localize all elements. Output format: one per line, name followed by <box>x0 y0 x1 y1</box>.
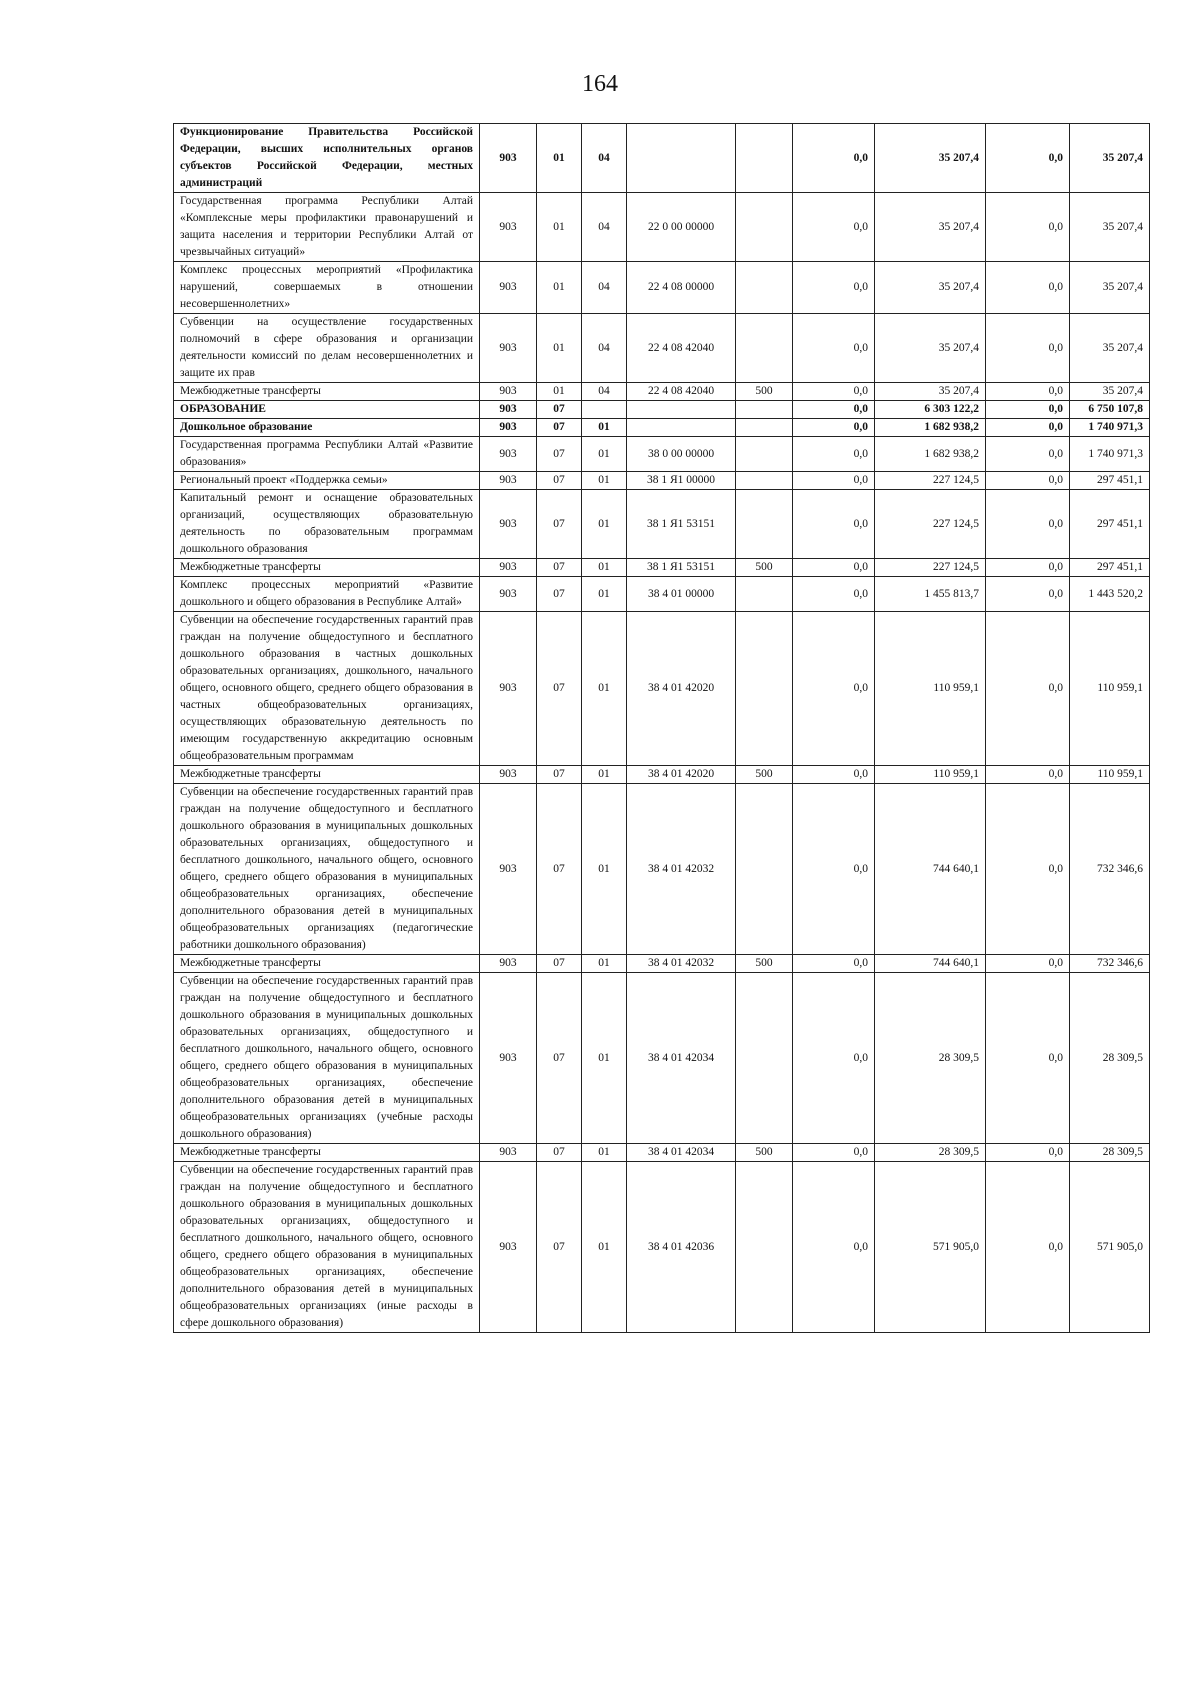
subsection-code: 01 <box>582 766 627 784</box>
amount-4: 732 346,6 <box>1070 955 1150 973</box>
subsection-code: 01 <box>582 1144 627 1162</box>
table-row <box>174 577 1150 612</box>
amount-1: 0,0 <box>793 577 875 612</box>
amount-4: 35 207,4 <box>1070 383 1150 401</box>
ved-code: 903 <box>480 490 537 559</box>
row-name: Функционирование Правительства Российской Федерации, высших исполнительных органов субъектов Российской Федерации, местных администраций <box>174 124 480 193</box>
amount-1: 0,0 <box>793 472 875 490</box>
amount-3: 0,0 <box>986 559 1070 577</box>
table-row <box>174 1144 1150 1162</box>
amount-4: 28 309,5 <box>1070 973 1150 1144</box>
ved-code: 903 <box>480 577 537 612</box>
table-row <box>174 955 1150 973</box>
target-article-code: 38 4 01 00000 <box>627 577 736 612</box>
amount-3: 0,0 <box>986 262 1070 314</box>
section-code: 07 <box>537 784 582 955</box>
section-code: 07 <box>537 612 582 766</box>
expense-type-code: 500 <box>736 383 793 401</box>
subsection-code: 01 <box>582 577 627 612</box>
amount-1: 0,0 <box>793 490 875 559</box>
amount-4: 35 207,4 <box>1070 124 1150 193</box>
amount-1: 0,0 <box>793 1162 875 1333</box>
row-name: Государственная программа Республики Алтай «Развитие образования» <box>174 437 480 472</box>
amount-4: 1 740 971,3 <box>1070 419 1150 437</box>
amount-4: 35 207,4 <box>1070 262 1150 314</box>
row-name: Субвенции на обеспечение государственных гарантий прав граждан на получение общедоступного и бесплатного дошкольного образования в муниципальных дошкольных образовательных организациях, общедоступного и бесплатного дошкольного, начального общего, основного общего, среднего общего образования в муниципальных общеобразовательных организациях, обеспечение дополнительного образования детей в муниципальных общеобразовательных организациях (педагогические работники дошкольного образования) <box>174 784 480 955</box>
amount-3: 0,0 <box>986 419 1070 437</box>
row-name: Субвенции на осуществление государственных полномочий в сфере образования и организации деятельности комиссий по делам несовершеннолетних и защите их прав <box>174 314 480 383</box>
ved-code: 903 <box>480 193 537 262</box>
amount-1: 0,0 <box>793 314 875 383</box>
amount-1: 0,0 <box>793 124 875 193</box>
row-name: Межбюджетные трансферты <box>174 766 480 784</box>
ved-code: 903 <box>480 383 537 401</box>
expense-type-code <box>736 262 793 314</box>
ved-code: 903 <box>480 784 537 955</box>
ved-code: 903 <box>480 124 537 193</box>
ved-code: 903 <box>480 559 537 577</box>
amount-4: 110 959,1 <box>1070 766 1150 784</box>
row-name: Капитальный ремонт и оснащение образовательных организаций, осуществляющих образовательную деятельность по образовательным программам дошкольного образования <box>174 490 480 559</box>
amount-3: 0,0 <box>986 784 1070 955</box>
target-article-code: 38 4 01 42032 <box>627 784 736 955</box>
subsection-code: 04 <box>582 314 627 383</box>
table-row <box>174 437 1150 472</box>
page-number: 164 <box>582 71 618 97</box>
amount-4: 110 959,1 <box>1070 612 1150 766</box>
expense-type-code <box>736 124 793 193</box>
amount-2: 28 309,5 <box>875 973 986 1144</box>
table-row <box>174 472 1150 490</box>
amount-4: 297 451,1 <box>1070 490 1150 559</box>
target-article-code: 38 1 Я1 00000 <box>627 472 736 490</box>
row-name: ОБРАЗОВАНИЕ <box>174 401 480 419</box>
subsection-code: 04 <box>582 124 627 193</box>
row-name: Комплекс процессных мероприятий «Развитие дошкольного и общего образования в Республике Алтай» <box>174 577 480 612</box>
amount-2: 35 207,4 <box>875 193 986 262</box>
expense-type-code: 500 <box>736 559 793 577</box>
amount-4: 6 750 107,8 <box>1070 401 1150 419</box>
subsection-code: 01 <box>582 612 627 766</box>
row-name: Комплекс процессных мероприятий «Профилактика нарушений, совершаемых в отношении несовершеннолетних» <box>174 262 480 314</box>
amount-1: 0,0 <box>793 784 875 955</box>
section-code: 07 <box>537 1162 582 1333</box>
ved-code: 903 <box>480 262 537 314</box>
amount-2: 6 303 122,2 <box>875 401 986 419</box>
expense-type-code <box>736 437 793 472</box>
amount-1: 0,0 <box>793 1144 875 1162</box>
expense-type-code <box>736 419 793 437</box>
amount-1: 0,0 <box>793 419 875 437</box>
amount-1: 0,0 <box>793 612 875 766</box>
amount-3: 0,0 <box>986 437 1070 472</box>
amount-4: 297 451,1 <box>1070 559 1150 577</box>
ved-code: 903 <box>480 419 537 437</box>
amount-3: 0,0 <box>986 490 1070 559</box>
target-article-code: 22 4 08 42040 <box>627 383 736 401</box>
amount-2: 28 309,5 <box>875 1144 986 1162</box>
subsection-code <box>582 401 627 419</box>
ved-code: 903 <box>480 1162 537 1333</box>
section-code: 07 <box>537 437 582 472</box>
ved-code: 903 <box>480 1144 537 1162</box>
ved-code: 903 <box>480 973 537 1144</box>
amount-3: 0,0 <box>986 383 1070 401</box>
section-code: 01 <box>537 262 582 314</box>
subsection-code: 01 <box>582 419 627 437</box>
amount-2: 1 682 938,2 <box>875 419 986 437</box>
amount-2: 35 207,4 <box>875 262 986 314</box>
row-name: Дошкольное образование <box>174 419 480 437</box>
amount-3: 0,0 <box>986 577 1070 612</box>
table-row <box>174 314 1150 383</box>
expense-type-code <box>736 973 793 1144</box>
amount-2: 227 124,5 <box>875 472 986 490</box>
target-article-code: 38 4 01 42032 <box>627 955 736 973</box>
target-article-code: 38 4 01 42034 <box>627 1144 736 1162</box>
amount-2: 35 207,4 <box>875 124 986 193</box>
table-row <box>174 766 1150 784</box>
expense-type-code <box>736 314 793 383</box>
section-code: 07 <box>537 419 582 437</box>
amount-2: 227 124,5 <box>875 559 986 577</box>
table-row <box>174 784 1150 955</box>
section-code: 01 <box>537 383 582 401</box>
table-row <box>174 383 1150 401</box>
target-article-code: 38 4 01 42034 <box>627 973 736 1144</box>
amount-1: 0,0 <box>793 437 875 472</box>
section-code: 07 <box>537 472 582 490</box>
row-name: Субвенции на обеспечение государственных гарантий прав граждан на получение общедоступного и бесплатного дошкольного образования в муниципальных дошкольных образовательных организациях, общедоступного и бесплатного дошкольного, начального общего, основного общего, среднего общего образования в муниципальных общеобразовательных организациях, обеспечение дополнительного образования детей в муниципальных общеобразовательных организациях (иные расходы в сфере дошкольного образования) <box>174 1162 480 1333</box>
row-name: Региональный проект «Поддержка семьи» <box>174 472 480 490</box>
table-row <box>174 612 1150 766</box>
amount-4: 35 207,4 <box>1070 314 1150 383</box>
amount-1: 0,0 <box>793 766 875 784</box>
table-row <box>174 973 1150 1144</box>
amount-2: 744 640,1 <box>875 955 986 973</box>
amount-1: 0,0 <box>793 383 875 401</box>
target-article-code: 38 1 Я1 53151 <box>627 490 736 559</box>
expense-type-code <box>736 1162 793 1333</box>
amount-2: 35 207,4 <box>875 383 986 401</box>
target-article-code <box>627 401 736 419</box>
subsection-code: 01 <box>582 490 627 559</box>
amount-4: 1 740 971,3 <box>1070 437 1150 472</box>
amount-2: 1 682 938,2 <box>875 437 986 472</box>
amount-4: 28 309,5 <box>1070 1144 1150 1162</box>
amount-3: 0,0 <box>986 193 1070 262</box>
table-row <box>174 490 1150 559</box>
expense-type-code: 500 <box>736 955 793 973</box>
target-article-code: 38 0 00 00000 <box>627 437 736 472</box>
subsection-code: 01 <box>582 955 627 973</box>
amount-1: 0,0 <box>793 955 875 973</box>
section-code: 07 <box>537 401 582 419</box>
target-article-code <box>627 419 736 437</box>
ved-code: 903 <box>480 612 537 766</box>
amount-3: 0,0 <box>986 766 1070 784</box>
amount-3: 0,0 <box>986 612 1070 766</box>
section-code: 01 <box>537 314 582 383</box>
expense-type-code <box>736 577 793 612</box>
subsection-code: 04 <box>582 383 627 401</box>
target-article-code: 38 1 Я1 53151 <box>627 559 736 577</box>
table-row <box>174 401 1150 419</box>
row-name: Субвенции на обеспечение государственных гарантий прав граждан на получение общедоступного и бесплатного дошкольного образования в муниципальных дошкольных образовательных организациях, общедоступного и бесплатного дошкольного, начального общего, основного общего, среднего общего образования в муниципальных общеобразовательных организациях, обеспечение дополнительного образования детей в муниципальных общеобразовательных организациях (учебные расходы дошкольного образования) <box>174 973 480 1144</box>
subsection-code: 01 <box>582 472 627 490</box>
target-article-code <box>627 124 736 193</box>
subsection-code: 01 <box>582 973 627 1144</box>
ved-code: 903 <box>480 955 537 973</box>
ved-code: 903 <box>480 314 537 383</box>
expense-type-code <box>736 193 793 262</box>
expense-type-code <box>736 472 793 490</box>
amount-1: 0,0 <box>793 559 875 577</box>
expense-type-code: 500 <box>736 1144 793 1162</box>
amount-1: 0,0 <box>793 401 875 419</box>
target-article-code: 38 4 01 42020 <box>627 612 736 766</box>
target-article-code: 38 4 01 42020 <box>627 766 736 784</box>
amount-4: 571 905,0 <box>1070 1162 1150 1333</box>
expense-type-code: 500 <box>736 766 793 784</box>
amount-4: 1 443 520,2 <box>1070 577 1150 612</box>
ved-code: 903 <box>480 437 537 472</box>
expense-type-code <box>736 490 793 559</box>
section-code: 07 <box>537 973 582 1144</box>
section-code: 07 <box>537 1144 582 1162</box>
ved-code: 903 <box>480 766 537 784</box>
amount-4: 732 346,6 <box>1070 784 1150 955</box>
amount-2: 110 959,1 <box>875 766 986 784</box>
amount-3: 0,0 <box>986 314 1070 383</box>
table-row <box>174 1162 1150 1333</box>
amount-3: 0,0 <box>986 973 1070 1144</box>
budget-table <box>173 123 1150 1333</box>
amount-3: 0,0 <box>986 124 1070 193</box>
amount-2: 571 905,0 <box>875 1162 986 1333</box>
section-code: 07 <box>537 559 582 577</box>
section-code: 07 <box>537 766 582 784</box>
subsection-code: 01 <box>582 784 627 955</box>
expense-type-code <box>736 401 793 419</box>
subsection-code: 01 <box>582 437 627 472</box>
section-code: 07 <box>537 577 582 612</box>
amount-1: 0,0 <box>793 193 875 262</box>
target-article-code: 38 4 01 42036 <box>627 1162 736 1333</box>
section-code: 01 <box>537 124 582 193</box>
row-name: Межбюджетные трансферты <box>174 1144 480 1162</box>
section-code: 07 <box>537 490 582 559</box>
amount-3: 0,0 <box>986 401 1070 419</box>
amount-2: 744 640,1 <box>875 784 986 955</box>
amount-2: 110 959,1 <box>875 612 986 766</box>
expense-type-code <box>736 784 793 955</box>
ved-code: 903 <box>480 472 537 490</box>
row-name: Межбюджетные трансферты <box>174 955 480 973</box>
row-name: Государственная программа Республики Алтай «Комплексные меры профилактики правонарушений и защита населения и территории Республики Алтай от чрезвычайных ситуаций» <box>174 193 480 262</box>
section-code: 07 <box>537 955 582 973</box>
amount-3: 0,0 <box>986 955 1070 973</box>
table-row <box>174 419 1150 437</box>
amount-2: 35 207,4 <box>875 314 986 383</box>
table-row <box>174 559 1150 577</box>
target-article-code: 22 4 08 00000 <box>627 262 736 314</box>
target-article-code: 22 4 08 42040 <box>627 314 736 383</box>
row-name: Субвенции на обеспечение государственных гарантий прав граждан на получение общедоступного и бесплатного дошкольного образования в частных дошкольных образовательных организациях, дошкольного, начального общего, основного общего, среднего общего образования в частных общеобразовательных организациях, осуществляющих образовательную деятельность по имеющим государственную аккредитацию основным общеобразовательным программам <box>174 612 480 766</box>
subsection-code: 01 <box>582 559 627 577</box>
amount-1: 0,0 <box>793 262 875 314</box>
ved-code: 903 <box>480 401 537 419</box>
table-row <box>174 193 1150 262</box>
amount-3: 0,0 <box>986 1162 1070 1333</box>
table-row <box>174 124 1150 193</box>
subsection-code: 01 <box>582 1162 627 1333</box>
target-article-code: 22 0 00 00000 <box>627 193 736 262</box>
table-row <box>174 262 1150 314</box>
amount-4: 297 451,1 <box>1070 472 1150 490</box>
amount-2: 1 455 813,7 <box>875 577 986 612</box>
amount-3: 0,0 <box>986 472 1070 490</box>
amount-1: 0,0 <box>793 973 875 1144</box>
amount-4: 35 207,4 <box>1070 193 1150 262</box>
expense-type-code <box>736 612 793 766</box>
amount-2: 227 124,5 <box>875 490 986 559</box>
subsection-code: 04 <box>582 193 627 262</box>
row-name: Межбюджетные трансферты <box>174 559 480 577</box>
section-code: 01 <box>537 193 582 262</box>
row-name: Межбюджетные трансферты <box>174 383 480 401</box>
subsection-code: 04 <box>582 262 627 314</box>
amount-3: 0,0 <box>986 1144 1070 1162</box>
